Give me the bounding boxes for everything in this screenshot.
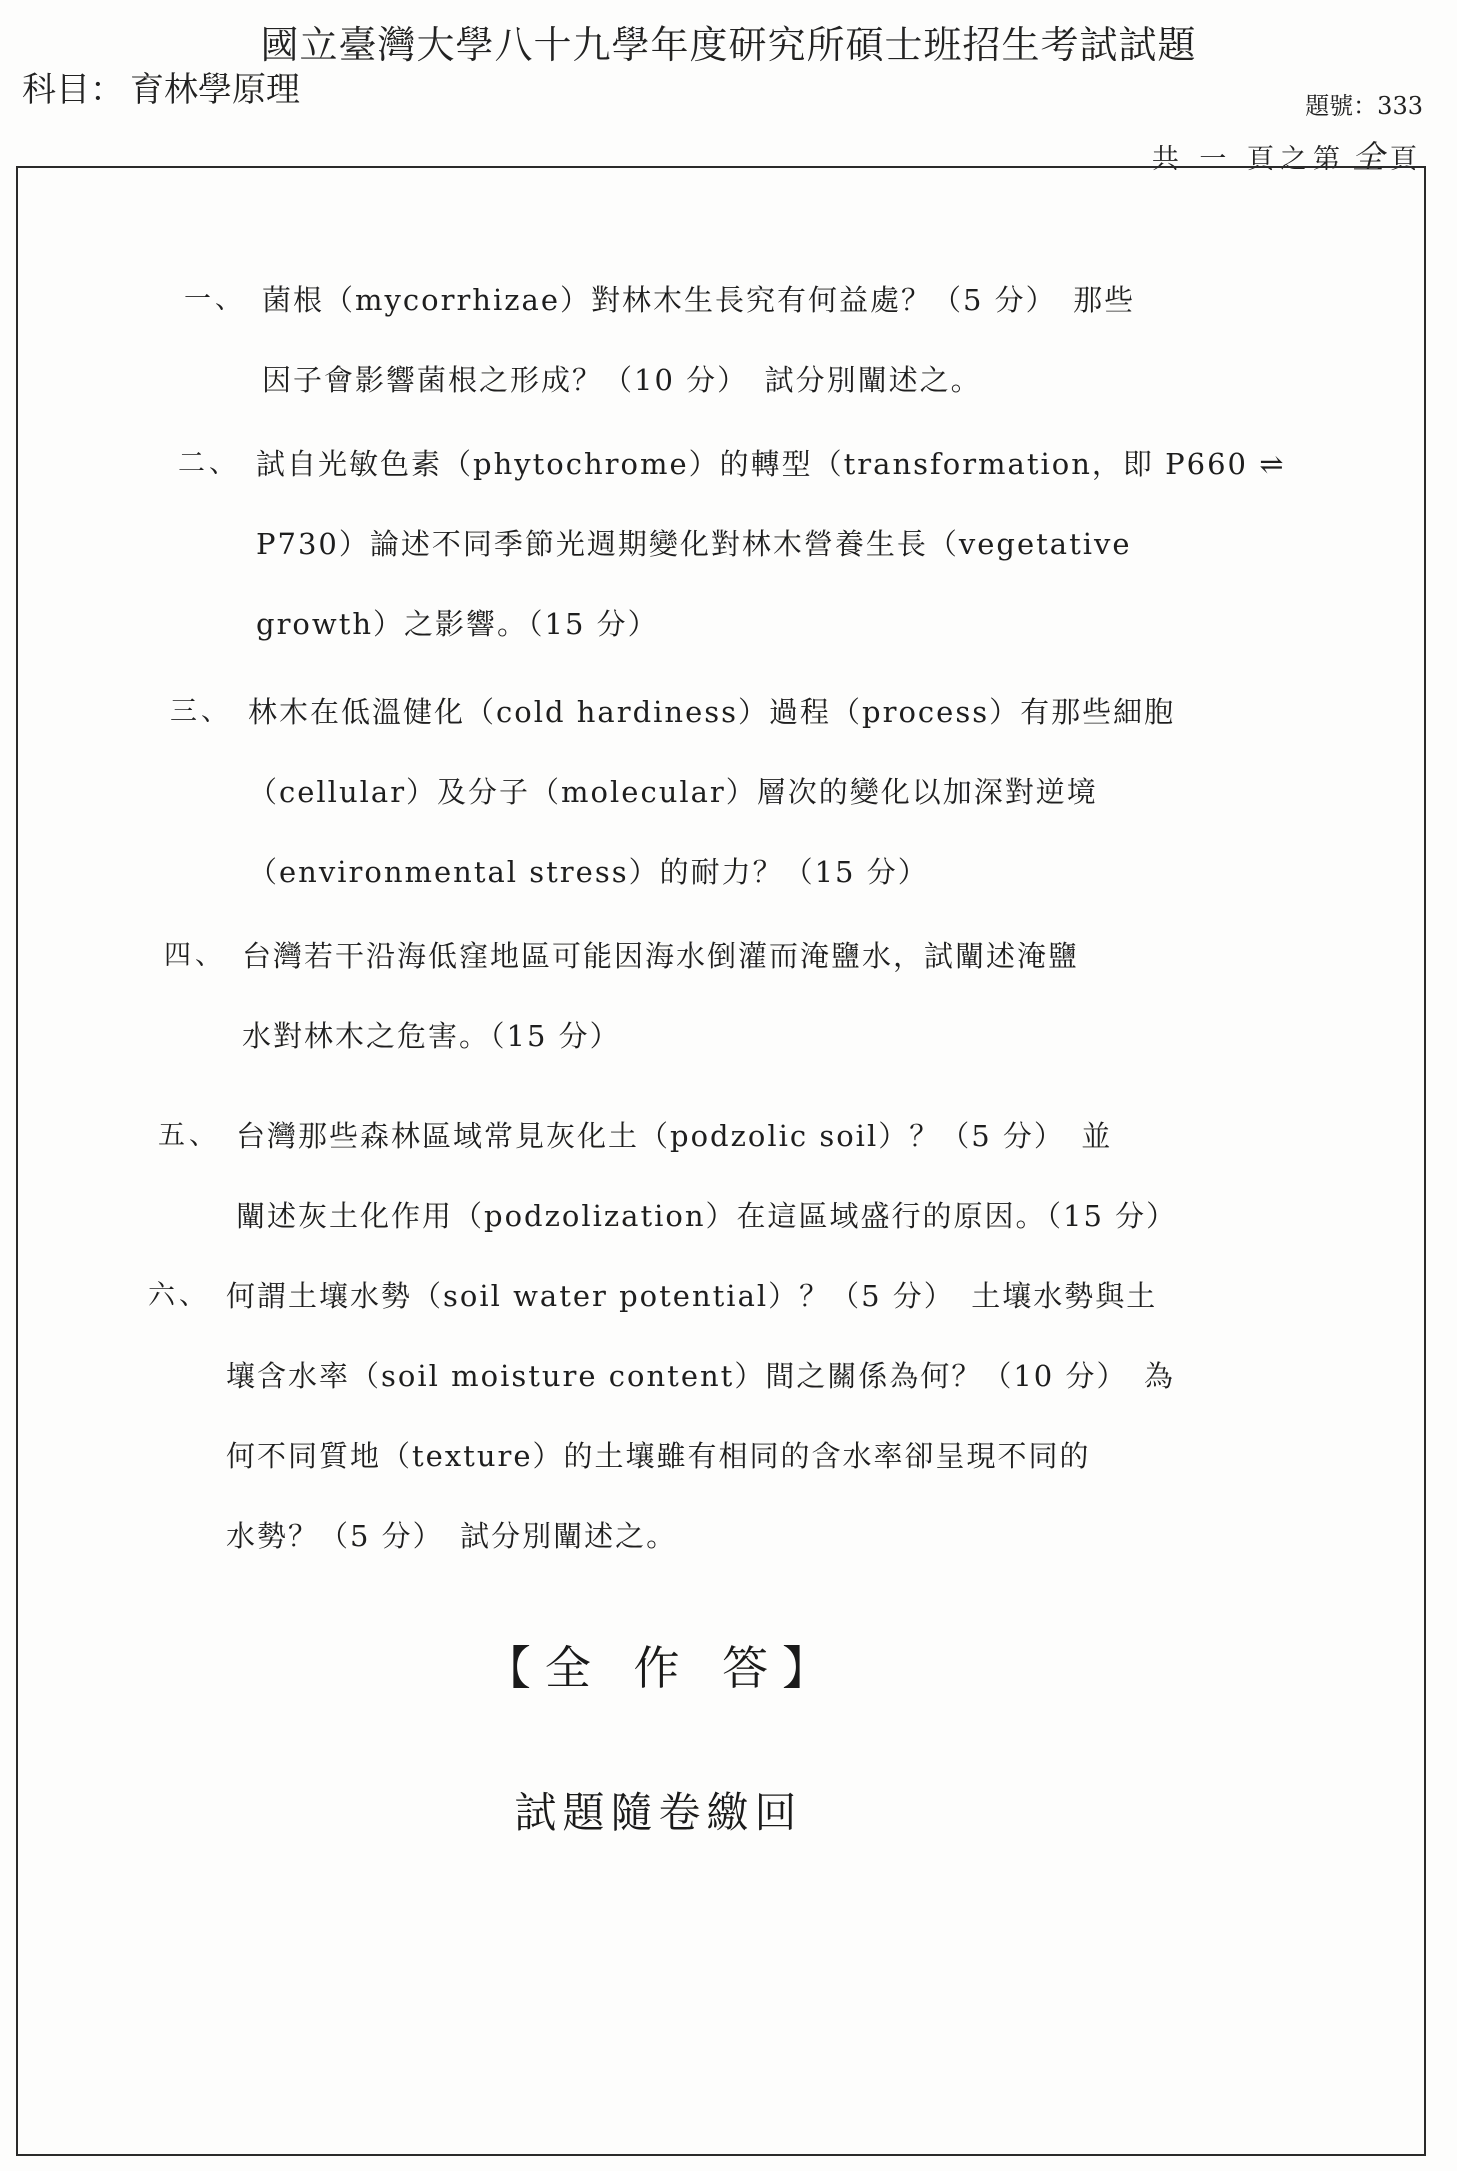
question-6-line-1: 何謂土壤水勢（soil water potential）？（5 分） 土壤水勢與土: [226, 1279, 1158, 1313]
question-4-line-1: 台灣若干沿海低窪地區可能因海水倒灌而淹鹽水，試闡述淹鹽: [242, 939, 1080, 973]
question-5: [158, 1096, 1178, 1256]
question-6-line-4: 水勢？（5 分） 試分別闡述之。: [226, 1519, 678, 1553]
all-answer-notice: 【全 作 答】: [484, 1641, 843, 1695]
question-2-line-3: growth）之影響。（15 分）: [256, 607, 659, 641]
exam-title: 國立臺灣大學八十九學年度研究所碩士班招生考試試題: [260, 23, 1197, 67]
question-4-number: 四、: [164, 940, 226, 971]
question-3: [170, 672, 1176, 912]
question-6-line-3: 何不同質地（texture）的土壤雖有相同的含水率卻呈現不同的: [226, 1439, 1091, 1473]
page-count-suffix: 頁: [1390, 144, 1423, 175]
question-6-line-2: 壤含水率（soil moisture content）間之關係為何？（10 分） 為: [226, 1359, 1175, 1393]
question-6: [148, 1256, 1175, 1576]
question-2-number: 二、: [178, 448, 240, 479]
question-1: [184, 260, 1136, 420]
question-4-line-2: 水對林木之危害。（15 分）: [242, 1019, 621, 1053]
question-1-line-1: 菌根（mycorrhizae）對林木生長究有何益處？（5 分） 那些: [262, 283, 1136, 317]
question-5-line-2: 闡述灰土化作用（podzolization）在這區域盛行的原因。（15 分）: [236, 1199, 1178, 1233]
question-1-line-2: 因子會影響菌根之形成？（10 分） 試分別闡述之。: [262, 363, 982, 397]
question-4: [164, 916, 1080, 1076]
question-5-number: 五、: [158, 1120, 220, 1151]
question-3-line-2: （cellular）及分子（molecular）層次的變化以加深對逆境: [248, 775, 1098, 809]
subject-line: [22, 62, 300, 111]
question-2: [178, 424, 1286, 664]
question-1-number: 一、: [184, 284, 246, 315]
subject-name: 育林學原理: [130, 70, 300, 110]
question-3-line-1: 林木在低溫健化（cold hardiness）過程（process）有那些細胞: [248, 695, 1176, 729]
question-3-line-3: （environmental stress）的耐力？（15 分）: [248, 855, 929, 889]
question-5-line-1: 台灣那些森林區域常見灰化土（podzolic soil）？（5 分） 並: [236, 1119, 1113, 1153]
return-paper-notice: 試題隨卷繳回: [514, 1788, 803, 1837]
question-6-number: 六、: [148, 1280, 210, 1311]
question-number: 題號：333: [1305, 92, 1423, 120]
subject-label: 科目：: [22, 70, 124, 110]
question-2-line-2: P730）論述不同季節光週期變化對林木營養生長（vegetative: [256, 527, 1132, 561]
question-2-line-1: 試自光敏色素（phytochrome）的轉型（transformation，即 P660 ⇌: [256, 447, 1286, 481]
question-3-number: 三、: [170, 696, 232, 727]
page-count-handwritten: 全: [1351, 138, 1384, 176]
page-count-prefix: 共 一 頁之第: [1151, 144, 1346, 175]
